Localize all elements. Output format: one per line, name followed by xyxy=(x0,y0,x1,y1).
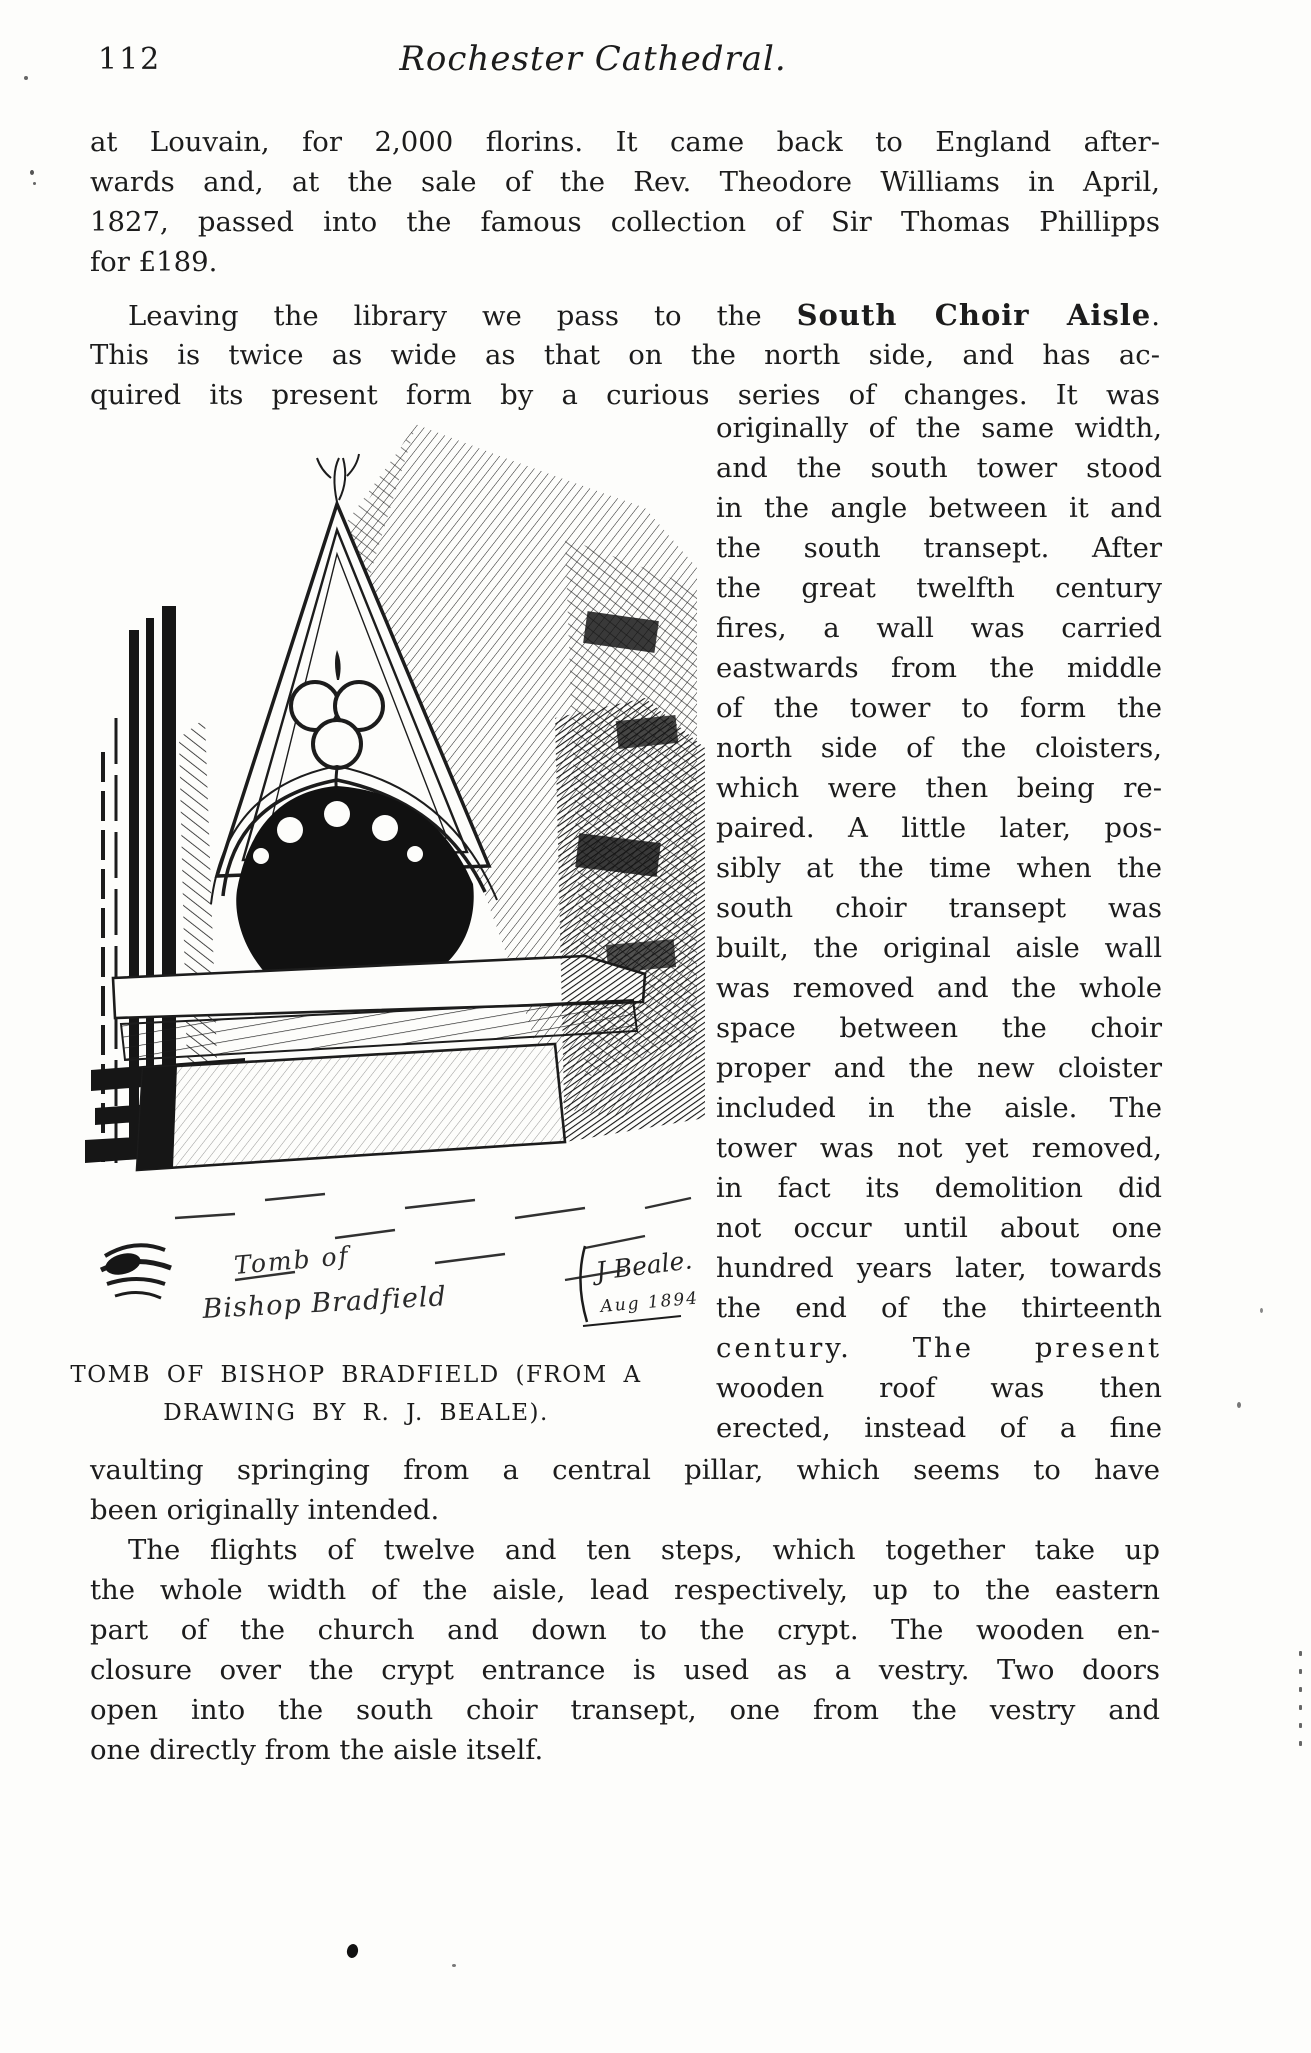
scan-speck xyxy=(24,76,28,80)
text-line: hundred years later, towards xyxy=(716,1252,1162,1284)
text-line: fires, a wall was carried xyxy=(716,612,1162,644)
text-line: at Louvain, for 2,000 florins. It came back to England after- xyxy=(90,126,1160,158)
text-line: tower was not yet removed, xyxy=(716,1132,1162,1164)
text-line: the whole width of the aisle, lead respectively, up to the eastern xyxy=(90,1574,1160,1606)
signature-name: J Beale. xyxy=(594,1245,694,1286)
text-line: open into the south choir transept, one from the vestry and xyxy=(90,1694,1160,1726)
text-line: paired. A little later, pos- xyxy=(716,812,1162,844)
scan-speck xyxy=(1260,1308,1263,1313)
text-line: built, the original aisle wall xyxy=(716,932,1162,964)
caption-line: DRAWING BY R. J. BEALE). xyxy=(163,1400,549,1426)
text-line: not occur until about one xyxy=(716,1212,1162,1244)
text-line: part of the church and down to the crypt. The wooden en- xyxy=(90,1614,1160,1646)
text-line: north side of the cloisters, xyxy=(716,732,1162,764)
paragraph-3 xyxy=(90,1530,1160,1770)
tomb-illustration xyxy=(85,418,707,1346)
paragraph-1 xyxy=(90,122,1160,282)
signature-bracket xyxy=(580,1246,587,1322)
text-run: . xyxy=(1151,300,1160,332)
handwritten-label-line2: Bishop Bradfield xyxy=(201,1281,448,1325)
text-line: one directly from the aisle itself. xyxy=(90,1734,544,1766)
text-line xyxy=(90,295,1160,335)
text-line: sibly at the time when the xyxy=(716,852,1162,884)
paragraph-2-intro xyxy=(90,295,1160,415)
signature-underline xyxy=(583,1316,681,1326)
text-line: was removed and the whole xyxy=(716,972,1162,1004)
finial-sprig xyxy=(317,454,359,502)
text-line: originally of the same width, xyxy=(716,412,1162,444)
text-line: space between the choir xyxy=(716,1012,1162,1044)
text-line: south choir transept was xyxy=(716,892,1162,924)
south-choir-aisle-heading: South Choir Aisle xyxy=(796,298,1152,332)
text-line: The flights of twelve and ten steps, which together take up xyxy=(128,1534,1160,1566)
page-number: 112 xyxy=(98,42,162,77)
ink-spot xyxy=(346,1943,360,1959)
text-line: the end of the thirteenth xyxy=(716,1292,1162,1324)
foreground-smudge xyxy=(101,1245,171,1298)
figure-caption xyxy=(45,1356,667,1432)
text-line: proper and the new cloister xyxy=(716,1052,1162,1084)
text-line: which were then being re- xyxy=(716,772,1162,804)
scan-speck xyxy=(1237,1402,1241,1408)
text-line: vaulting springing from a central pillar, which seems to have xyxy=(90,1454,1160,1486)
handwritten-label-line1: Tomb of xyxy=(232,1240,351,1280)
text-line: the great twelfth century xyxy=(716,572,1162,604)
text-line: eastwards from the middle xyxy=(716,652,1162,684)
text-line: the south transept. After xyxy=(716,532,1162,564)
scan-margin-dots xyxy=(1297,1638,1303,1758)
text-line: wards and, at the sale of the Rev. Theodore Williams in April, xyxy=(90,166,1160,198)
text-line: 1827, passed into the famous collection of Sir Thomas Phillipps xyxy=(90,206,1160,238)
text-line: in the angle between it and xyxy=(716,492,1162,524)
caption-line: TOMB OF BISHOP BRADFIELD (FROM A xyxy=(70,1362,642,1388)
paragraph-2-column xyxy=(716,408,1162,1448)
scan-speck xyxy=(33,182,36,185)
paragraph-2-continuation xyxy=(90,1450,1160,1530)
tomb-figure xyxy=(70,418,707,1432)
text-line: This is twice as wide as that on the north side, and has ac- xyxy=(90,339,1160,371)
text-line: erected, instead of a fine xyxy=(716,1412,1162,1444)
text-line: in fact its demolition did xyxy=(716,1172,1162,1204)
text-line: and the south tower stood xyxy=(716,452,1162,484)
text-line: quired its present form by a curious series of changes. It was xyxy=(90,379,1160,411)
text-line: for £189. xyxy=(90,246,218,278)
text-line: been originally intended. xyxy=(90,1494,440,1526)
text-line: wooden roof was then xyxy=(716,1372,1162,1404)
scan-speck xyxy=(452,1964,456,1967)
signature-date: Aug 1894 xyxy=(599,1288,700,1317)
text-line: closure over the crypt entrance is used as a vestry. Two doors xyxy=(90,1654,1160,1686)
text-line: of the tower to form the xyxy=(716,692,1162,724)
scan-speck xyxy=(30,170,34,175)
text-line: included in the aisle. The xyxy=(716,1092,1162,1124)
running-title: Rochester Cathedral. xyxy=(399,39,787,79)
text-run: Leaving the library we pass to the xyxy=(128,300,797,332)
text-line: century. The present xyxy=(716,1332,1162,1364)
